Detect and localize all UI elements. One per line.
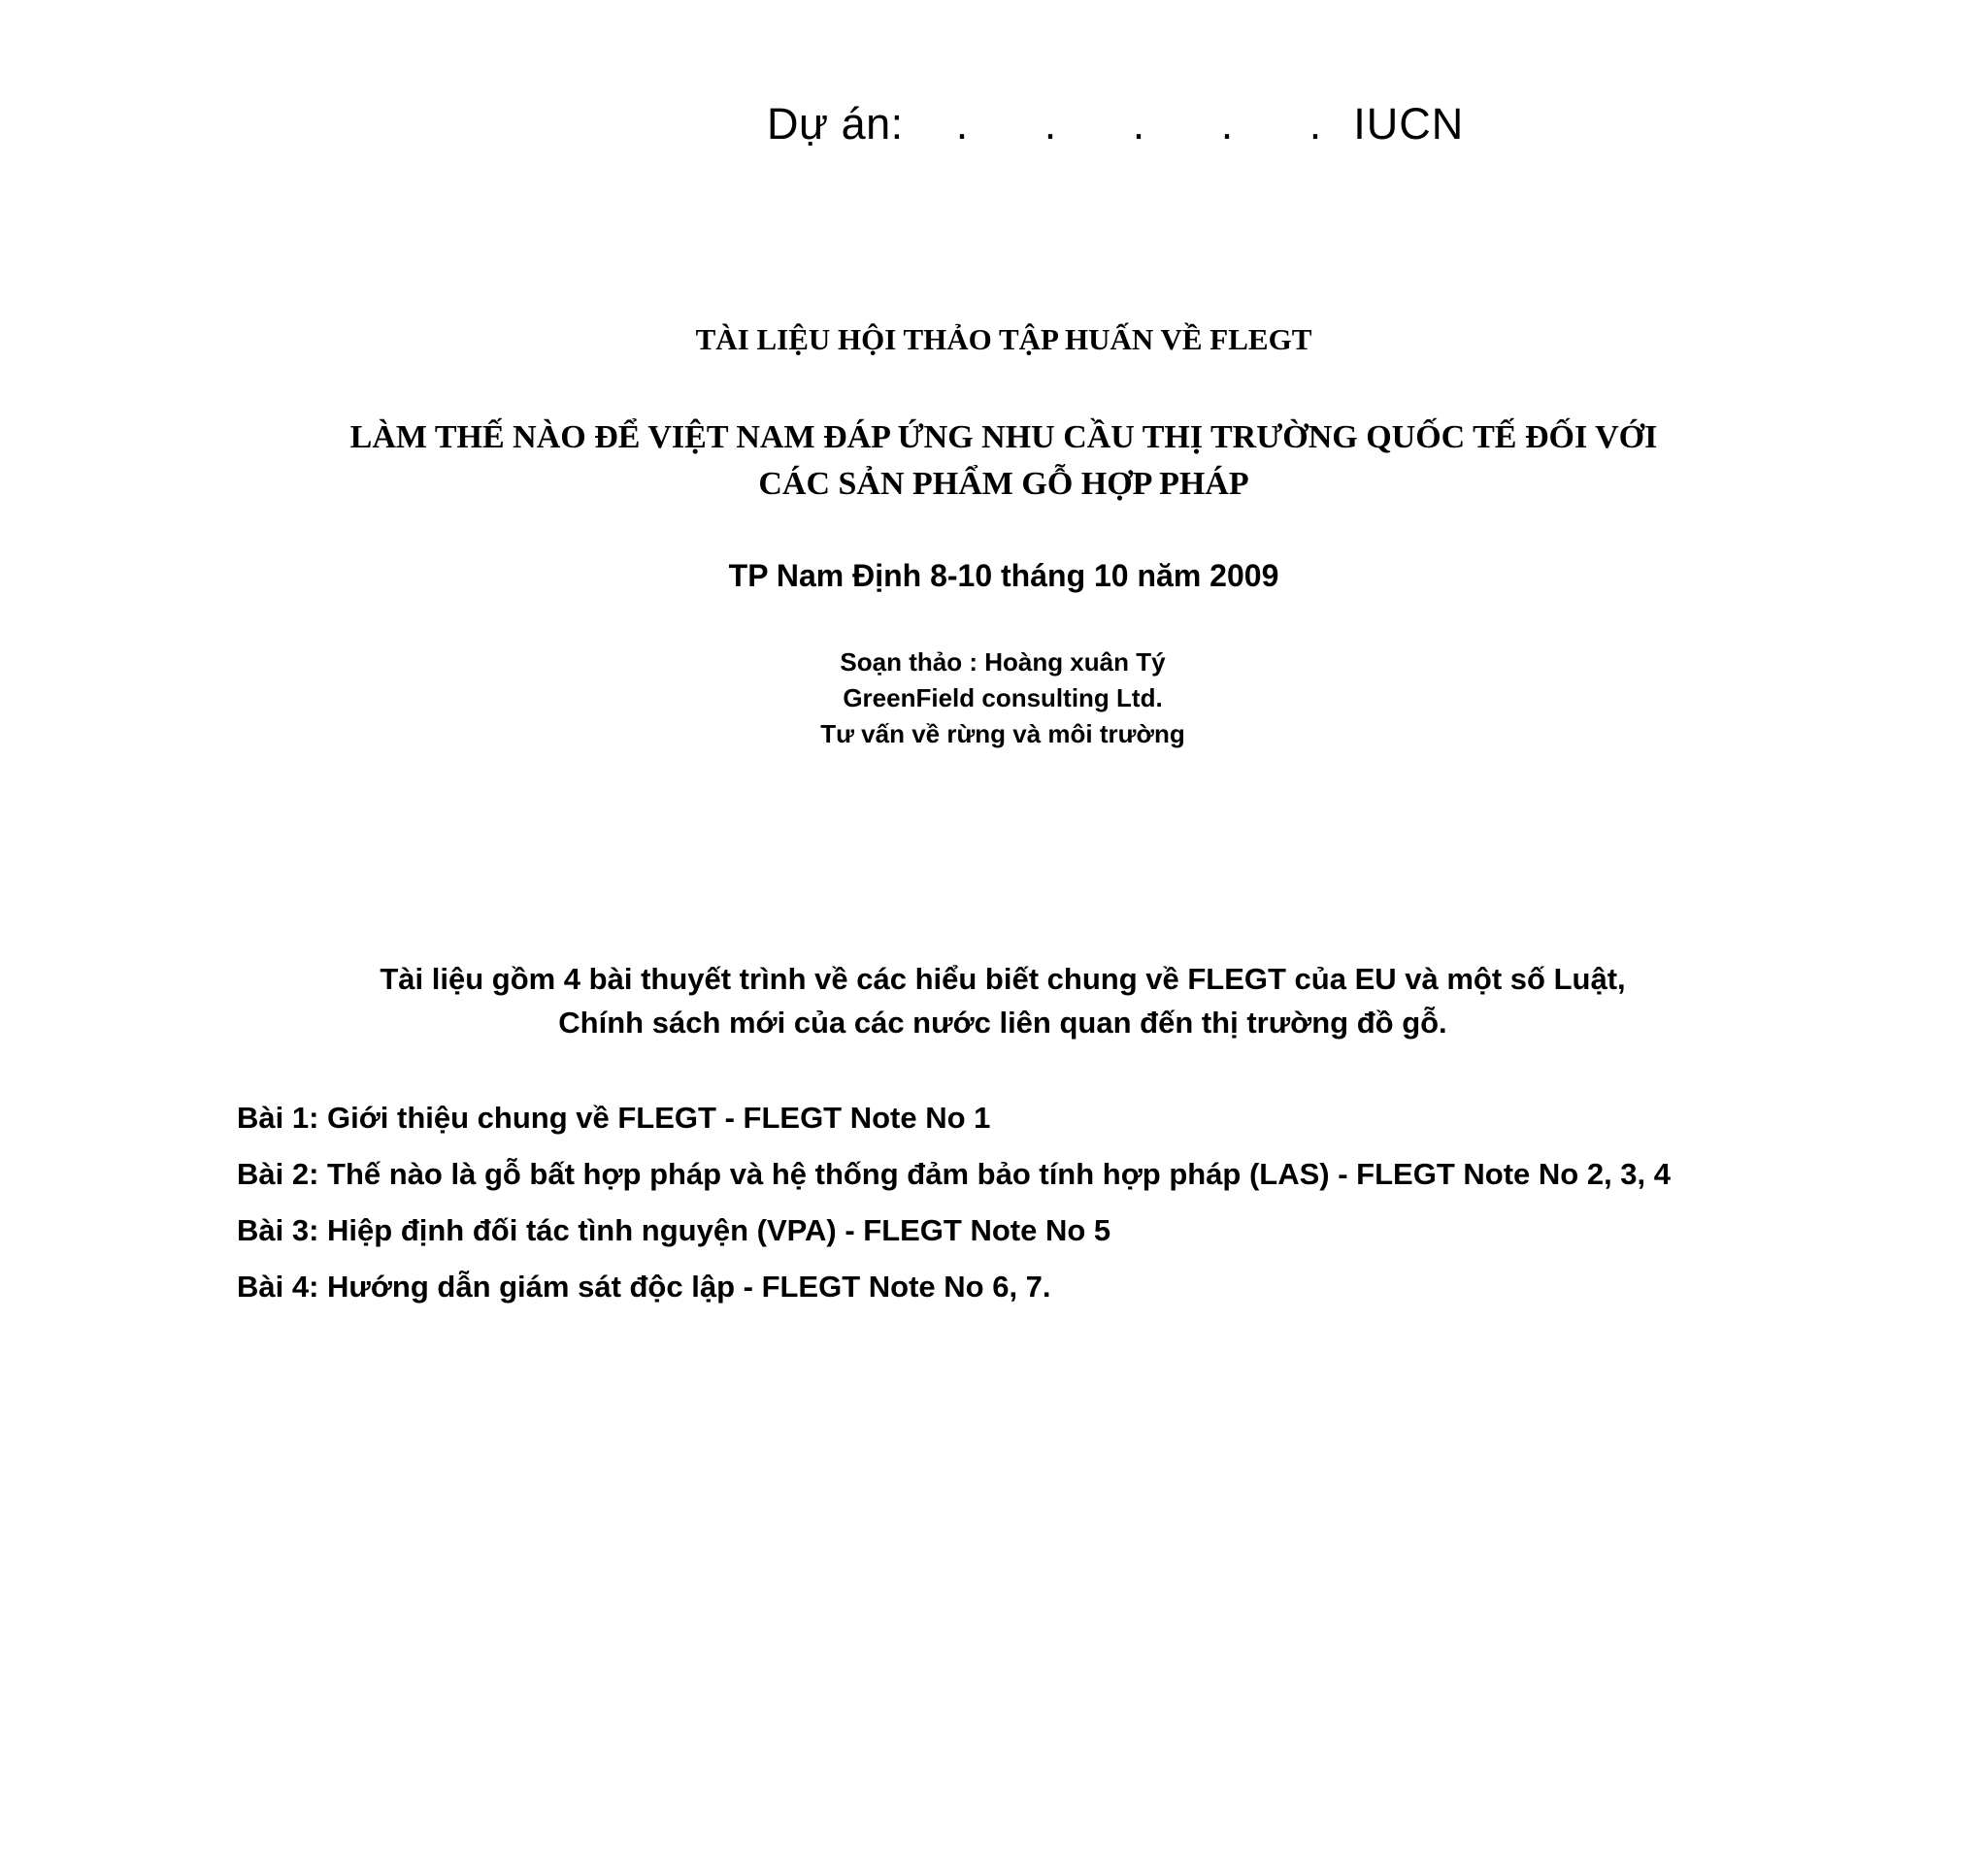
list-item: Bài 4: Hướng dẫn giám sát độc lập - FLEGT Note No 6, 7. [237,1270,1051,1304]
list-item: Bài 1: Giới thiệu chung về FLEGT - FLEGT Note No 1 [237,1101,991,1135]
list-item: Bài 3: Hiệp định đối tác tình nguyện (VPA) - FLEGT Note No 5 [237,1213,1111,1247]
list-item: Bài 2: Thế nào là gỗ bất hợp pháp và hệ thống đảm bảo tính hợp pháp (LAS) - FLEGT Note No 2, 3, 4 [237,1157,1671,1191]
author-name: Soạn thảo : Hoàng xuân Tý [840,647,1166,677]
author-block [0,644,1988,752]
author-company-description: Tư vấn về rừng và môi trường [820,719,1185,748]
lesson-list [237,1099,1671,1324]
summary-line-1: Tài liệu gồm 4 bài thuyết trình về các hiểu biết chung về FLEGT của EU và một số Luật, [380,962,1626,996]
project-org: IUCN [1353,99,1465,149]
event-place-date: TP Nam Định 8-10 tháng 10 năm 2009 [728,558,1279,593]
subtitle-line-1: LÀM THẾ NÀO ĐỂ VIỆT NAM ĐÁP ỨNG NHU CẦU THỊ TRƯỜNG QUỐC TẾ ĐỐI VỚI [349,419,1658,455]
document-title: TÀI LIỆU HỘI THẢO TẬP HUẤN VỀ FLEGT [695,322,1312,356]
project-label: Dự án: [767,99,904,149]
summary-line-2: Chính sách mới của các nước liên quan đến thị trường đồ gỗ. [558,1006,1447,1040]
subtitle-line-2: CÁC SẢN PHẨM GỖ HỢP PHÁP [758,466,1249,502]
document-subtitle [0,414,1988,508]
project-line [767,99,1464,149]
summary-paragraph [0,957,1988,1044]
project-dots: . . . . . [955,99,1354,149]
author-company: GreenField consulting Ltd. [843,683,1163,712]
